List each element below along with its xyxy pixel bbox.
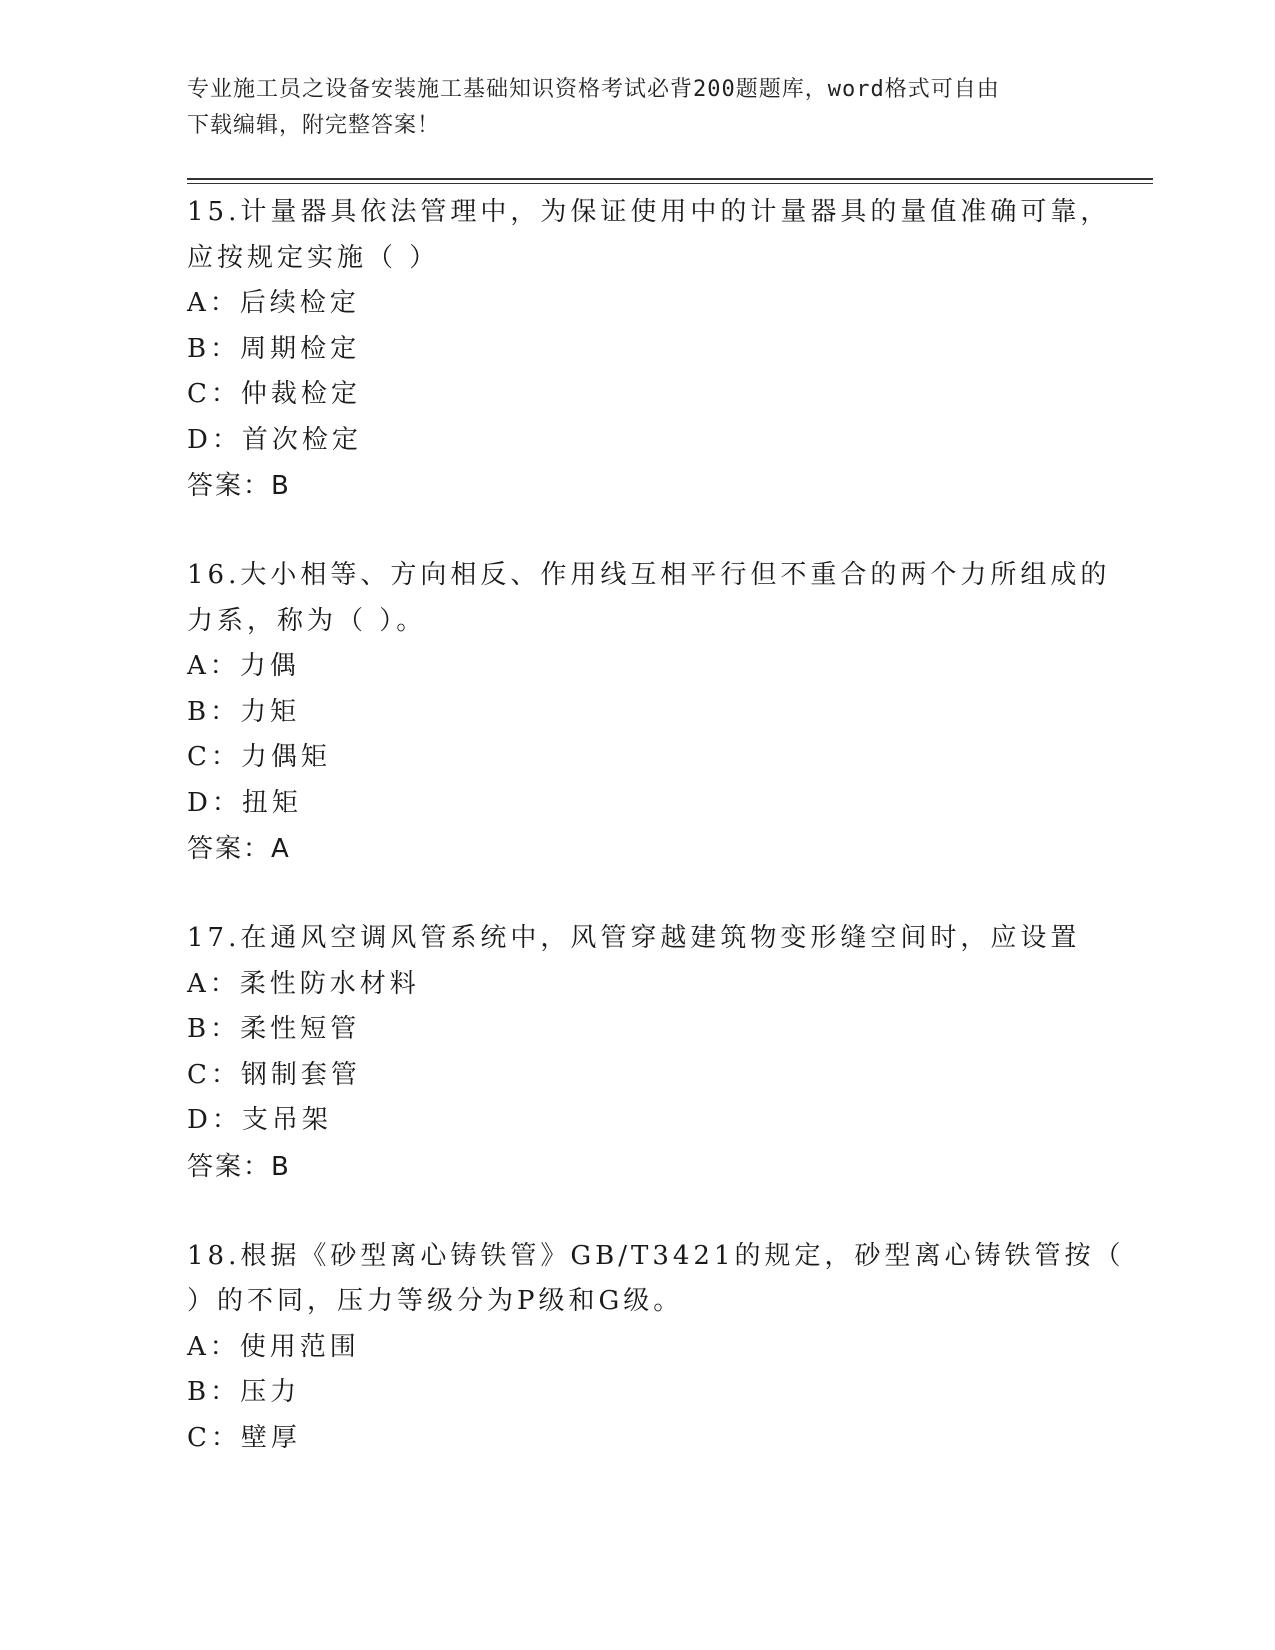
- question-list: [187, 190, 1125, 1505]
- option-d: D：扭矩: [187, 787, 302, 818]
- question-stem: 17.在通风空调风管系统中，风管穿越建筑物变形缝空间时，应设置: [187, 923, 1081, 953]
- option-c: C：壁厚: [187, 1422, 301, 1453]
- option-a: A：后续检定: [187, 288, 360, 318]
- answer: 答案：A: [187, 834, 291, 864]
- header-divider-thin: [187, 183, 1153, 184]
- question-stem: 力系，称为（ ）。: [187, 605, 427, 636]
- option-b: B：力矩: [187, 696, 301, 727]
- option-c: C：力偶矩: [187, 742, 331, 772]
- header-divider-thick: [187, 178, 1153, 180]
- question-stem: 18.根据《砂型离心铸铁管》GB/T3421的规定，砂型离心铸铁管按（: [187, 1240, 1125, 1271]
- question-17: [187, 916, 1087, 1190]
- option-b: B：周期检定: [187, 333, 361, 364]
- option-b: B：压力: [187, 1377, 301, 1407]
- option-d: D：支吊架: [187, 1105, 332, 1135]
- question-16: [187, 553, 1111, 872]
- question-15: [187, 190, 1111, 509]
- header-line-1: 专业施工员之设备安装施工基础知识资格考试必背200题题库，word格式可自由: [187, 77, 1000, 102]
- answer: 答案：B: [187, 471, 291, 501]
- option-a: A：力偶: [187, 651, 300, 681]
- question-stem: 应按规定实施（ ）: [187, 242, 440, 273]
- document-header: [187, 72, 1087, 144]
- question-stem: ）的不同，压力等级分为P级和G级。: [187, 1286, 684, 1316]
- option-a: A：柔性防水材料: [187, 968, 420, 999]
- header-line-2: 下载编辑，附完整答案！: [187, 113, 441, 138]
- option-b: B：柔性短管: [187, 1014, 361, 1044]
- option-c: C：钢制套管: [187, 1059, 361, 1090]
- option-d: D：首次检定: [187, 424, 362, 455]
- question-stem: 15.计量器具依法管理中，为保证使用中的计量器具的量值准确可靠，: [187, 197, 1111, 227]
- option-a: A：使用范围: [187, 1331, 360, 1362]
- question-stem: 16.大小相等、方向相反、作用线互相平行但不重合的两个力所组成的: [187, 560, 1111, 590]
- option-c: C：仲裁检定: [187, 379, 361, 409]
- question-18: [187, 1234, 1125, 1462]
- answer: 答案：B: [187, 1151, 291, 1182]
